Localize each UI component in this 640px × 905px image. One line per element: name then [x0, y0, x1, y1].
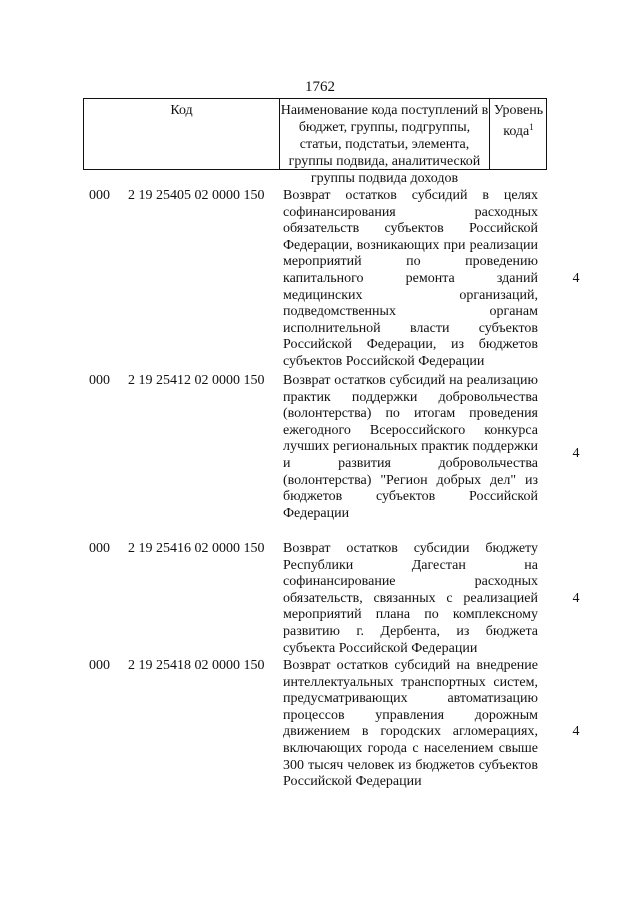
revenue-code: 2 19 25416 02 0000 150 — [128, 541, 265, 556]
code-level: 4 — [572, 271, 580, 286]
revenue-name: Возврат остатков субсидий в целях софинансирования расходных обязательств субъектов Российской Федерации, возникающих при реализации мероприятий по проведению капитального ремонта зданий медицинских организаций, подведомственных органам исполнительной власти субъектов Российской Федерации, из бюджетов субъектов Российской Федерации — [283, 188, 538, 369]
code-level: 4 — [572, 724, 580, 739]
header-code: Код — [84, 99, 280, 169]
revenue-name: Возврат остатков субсидий на внедрение интеллектуальных транспортных систем, предусматривающих автоматизацию процессов управления дорожным движением в городских агломерациях, включающих города с населением свыше 300 тысяч человек из бюджетов субъектов Российской Федерации — [283, 658, 538, 790]
admin-code: 000 — [89, 373, 110, 388]
revenue-code: 2 19 25405 02 0000 150 — [128, 188, 265, 203]
header-name: Наименование кода поступлений в бюджет, группы, подгруппы, статьи, подстатьи, элемента, группы подвида, аналитической группы подвида доходов — [280, 99, 490, 169]
header-level-label: Уровень кода — [493, 103, 544, 139]
code-level: 4 — [572, 446, 580, 461]
admin-code: 000 — [89, 658, 110, 673]
header-level — [490, 99, 547, 169]
revenue-name: Возврат остатков субсидий на реализацию практик поддержки добровольчества (волонтерства) по итогам проведения ежегодного Всероссийского конкурса лучших региональных практик поддержки и развития добровольчества (волонтерства) "Регион добрых дел" из бюджетов субъектов Российской Федерации — [283, 373, 538, 521]
revenue-name: Возврат остатков субсидии бюджету Республики Дагестан на софинансирование расходных обязательств, связанных с реализацией мероприятий плана по комплексному развитию г. Дербента, из бюджета субъекта Российской Федерации — [283, 541, 538, 656]
revenue-code: 2 19 25418 02 0000 150 — [128, 658, 265, 673]
header-level-footnote: 1 — [529, 122, 534, 132]
page-number: 1762 — [305, 79, 335, 95]
revenue-code: 2 19 25412 02 0000 150 — [128, 373, 265, 388]
admin-code: 000 — [89, 541, 110, 556]
admin-code: 000 — [89, 188, 110, 203]
code-level: 4 — [572, 591, 580, 606]
table-header — [83, 98, 547, 186]
